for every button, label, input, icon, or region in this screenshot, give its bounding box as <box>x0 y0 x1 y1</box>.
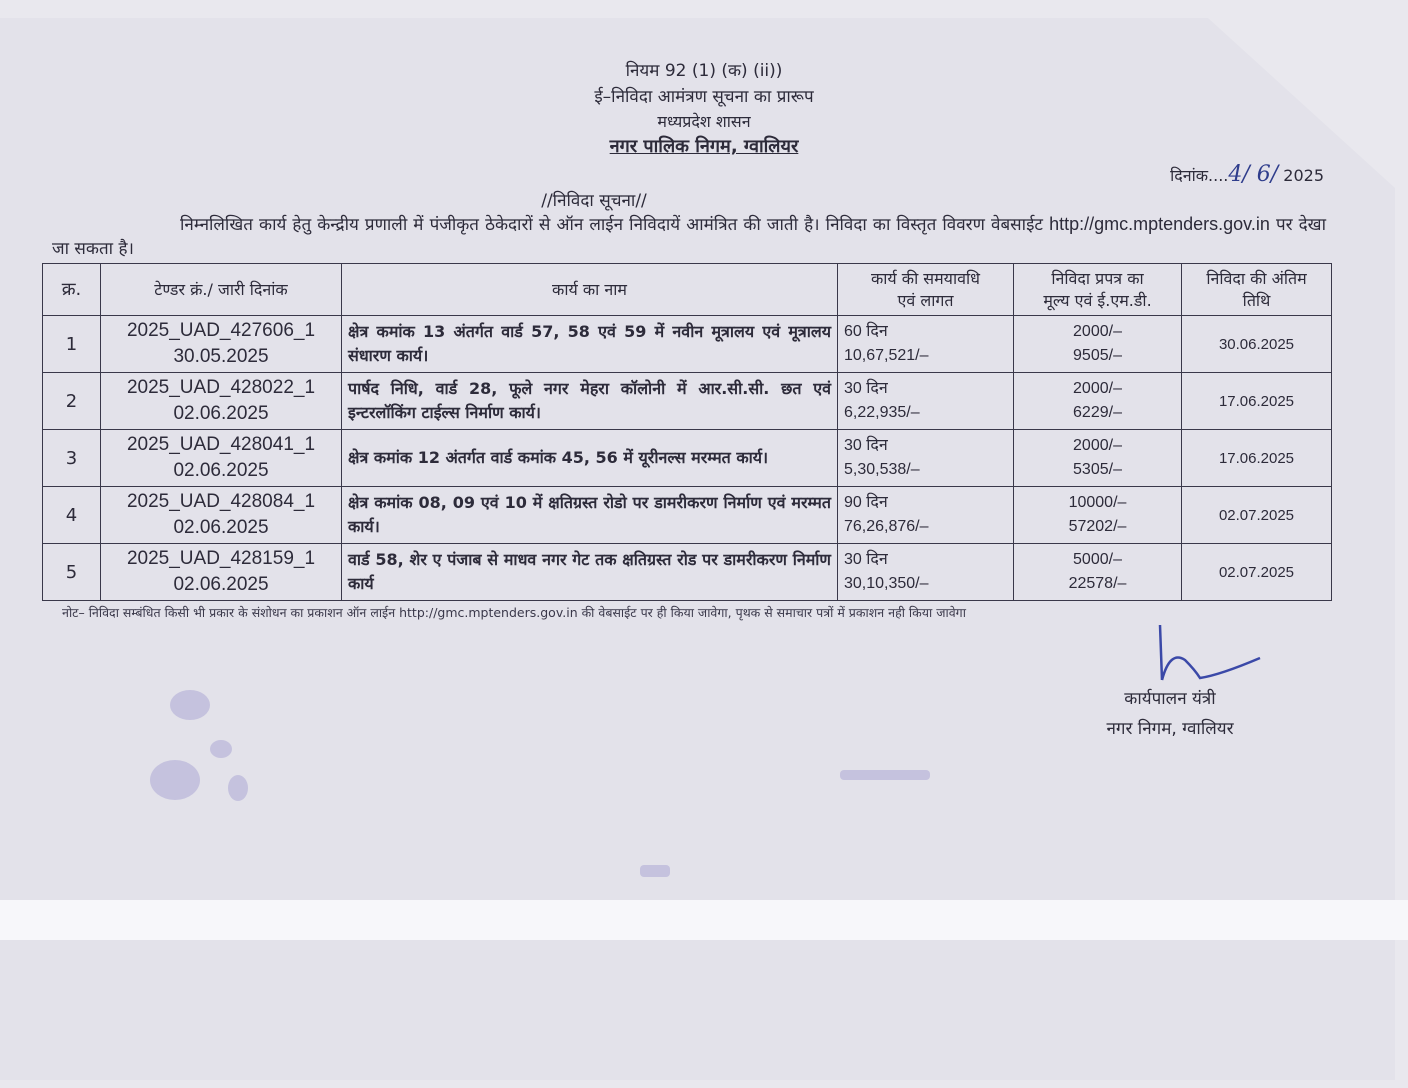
cell-sn: 1 <box>43 316 101 373</box>
cell-sn: 4 <box>43 487 101 544</box>
table-row <box>43 316 1332 373</box>
ink-smudge <box>170 690 210 720</box>
tender-number: 2025_UAD_427606_1 <box>126 320 316 341</box>
organization-title: नगर पालिक निगम, ग्वालियर <box>609 136 799 157</box>
cell-work: पार्षद निधि, वार्ड 28, फूले नगर मेहरा कॉलोनी में आर.सी.सी. छत एवं इन्टरलॉकिंग टाईल्स निर्माण कार्य। <box>342 373 838 430</box>
government-name: मध्यप्रदेश शासन <box>657 112 751 131</box>
issue-date: 30.05.2025 <box>173 346 269 367</box>
date-handwritten: 4/ 6/ <box>1228 162 1279 187</box>
form-title: ई–निविदा आमंत्रण सूचना का प्रारूप <box>594 87 814 107</box>
fee: 2000/– <box>1073 380 1122 397</box>
emd: 9505/– <box>1073 347 1122 364</box>
cost: 76,26,876/– <box>844 518 929 535</box>
ink-smudge <box>228 775 248 801</box>
date-label: दिनांक.... <box>1170 166 1229 185</box>
issue-date: 02.06.2025 <box>173 574 269 595</box>
signatory-designation: कार्यपालन यंत्री <box>1124 689 1216 709</box>
fee: 10000/– <box>1068 494 1127 511</box>
cell-sn: 3 <box>43 430 101 487</box>
period: 30 दिन <box>844 437 888 454</box>
cost: 10,67,521/– <box>844 347 929 364</box>
cell-work: क्षेत्र कमांक 08, 09 एवं 10 में क्षतिग्रस्त रोडो पर डामरीकरण निर्माण एवं मरम्मत कार्य। <box>342 487 838 544</box>
period: 30 दिन <box>844 380 888 397</box>
fee: 5000/– <box>1073 551 1122 568</box>
signatory-office: नगर निगम, ग्वालियर <box>1106 719 1234 739</box>
header-sn: क्र. <box>43 264 101 316</box>
notice-heading: //निविदा सूचना// <box>541 191 647 211</box>
intro-suffix: पर देखा जा सकता है। <box>52 215 1326 259</box>
cell-fee-emd <box>1014 487 1182 544</box>
cell-deadline: 17.06.2025 <box>1182 373 1332 430</box>
emd: 57202/– <box>1068 518 1127 535</box>
cell-fee-emd <box>1014 544 1182 601</box>
cost: 30,10,350/– <box>844 575 929 592</box>
cell-tender <box>101 373 342 430</box>
rule-reference: नियम 92 (1) (क) (ii)) <box>625 61 783 81</box>
tender-table <box>42 263 1332 601</box>
date-year: 2025 <box>1283 166 1324 185</box>
header-deadline-line1: निविदा की अंतिम <box>1206 268 1307 288</box>
header-fee-emd <box>1014 264 1182 316</box>
issue-date: 02.06.2025 <box>173 517 269 538</box>
date-line <box>1170 162 1324 187</box>
table-row <box>43 430 1332 487</box>
cell-fee-emd <box>1014 316 1182 373</box>
scan-light-band <box>0 900 1408 940</box>
header-deadline <box>1182 264 1332 316</box>
signature-block <box>1070 684 1270 744</box>
cell-fee-emd <box>1014 430 1182 487</box>
cell-deadline: 30.06.2025 <box>1182 316 1332 373</box>
issue-date: 02.06.2025 <box>173 460 269 481</box>
cell-time-cost <box>838 373 1014 430</box>
ink-smudge <box>840 770 930 780</box>
cell-tender <box>101 487 342 544</box>
table-row <box>43 487 1332 544</box>
emd: 5305/– <box>1073 461 1122 478</box>
tender-number: 2025_UAD_428159_1 <box>126 548 316 569</box>
tender-number: 2025_UAD_428041_1 <box>126 434 316 455</box>
emd: 6229/– <box>1073 404 1122 421</box>
intro-paragraph <box>52 212 1326 261</box>
cell-time-cost <box>838 487 1014 544</box>
ink-smudge <box>640 865 670 877</box>
cell-fee-emd <box>1014 373 1182 430</box>
header-time-cost-line2: एवं लागत <box>897 290 954 310</box>
footnote: नोट– निविदा सम्बंधित किसी भी प्रकार के संशोधन का प्रकाशन ऑन लाईन http://gmc.mptenders.gov.in की वेबसाईट पर ही किया जावेगा, पृथक से समाचार पत्रों में प्रकाशन नही किया जावेगा <box>62 605 966 620</box>
table-row <box>43 373 1332 430</box>
cell-deadline: 02.07.2025 <box>1182 487 1332 544</box>
header-time-cost-line1: कार्य की समयावधि <box>870 268 980 288</box>
cell-tender <box>101 316 342 373</box>
emd: 22578/– <box>1068 575 1127 592</box>
tender-number: 2025_UAD_428084_1 <box>126 491 316 512</box>
cell-tender <box>101 430 342 487</box>
tender-number: 2025_UAD_428022_1 <box>126 377 316 398</box>
header-fee-emd-line1: निविदा प्रपत्र का <box>1051 268 1144 288</box>
cell-deadline: 17.06.2025 <box>1182 430 1332 487</box>
cell-deadline: 02.07.2025 <box>1182 544 1332 601</box>
cell-sn: 2 <box>43 373 101 430</box>
ink-smudge <box>150 760 200 800</box>
period: 90 दिन <box>844 494 888 511</box>
header-deadline-line2: तिथि <box>1242 290 1271 310</box>
period: 60 दिन <box>844 323 888 340</box>
cell-time-cost <box>838 316 1014 373</box>
cell-work: क्षेत्र कमांक 12 अंतर्गत वार्ड कमांक 45, 56 में यूरीनल्स मरम्मत कार्य। <box>342 430 838 487</box>
cell-work: वार्ड 58, शेर ए पंजाब से माधव नगर गेट तक क्षतिग्रस्त रोड पर डामरीकरण निर्माण कार्य <box>342 544 838 601</box>
cell-time-cost <box>838 544 1014 601</box>
table-row <box>43 544 1332 601</box>
cell-work: क्षेत्र कमांक 13 अंतर्गत वार्ड 57, 58 एवं 59 में नवीन मूत्रालय एवं मूत्रालय संधारण कार्य। <box>342 316 838 373</box>
table-header-row <box>43 264 1332 316</box>
fee: 2000/– <box>1073 323 1122 340</box>
intro-text: निम्नलिखित कार्य हेतु केन्द्रीय प्रणाली में पंजीकृत ठेकेदारों से ऑन लाईन निविदायें आमंत्रित की जाती है। निविदा का विस्तृत विवरण वेबसाईट <box>180 215 1043 235</box>
cell-sn: 5 <box>43 544 101 601</box>
header-tender: टेण्डर क्रं./ जारी दिनांक <box>101 264 342 316</box>
cost: 5,30,538/– <box>844 461 920 478</box>
intro-url[interactable]: http://gmc.mptenders.gov.in <box>1049 214 1270 234</box>
cell-tender <box>101 544 342 601</box>
issue-date: 02.06.2025 <box>173 403 269 424</box>
header-time-cost <box>838 264 1014 316</box>
cell-time-cost <box>838 430 1014 487</box>
header-fee-emd-line2: मूल्य एवं ई.एम.डी. <box>1043 290 1152 310</box>
header-work: कार्य का नाम <box>342 264 838 316</box>
period: 30 दिन <box>844 551 888 568</box>
fee: 2000/– <box>1073 437 1122 454</box>
cost: 6,22,935/– <box>844 404 920 421</box>
ink-smudge <box>210 740 232 758</box>
